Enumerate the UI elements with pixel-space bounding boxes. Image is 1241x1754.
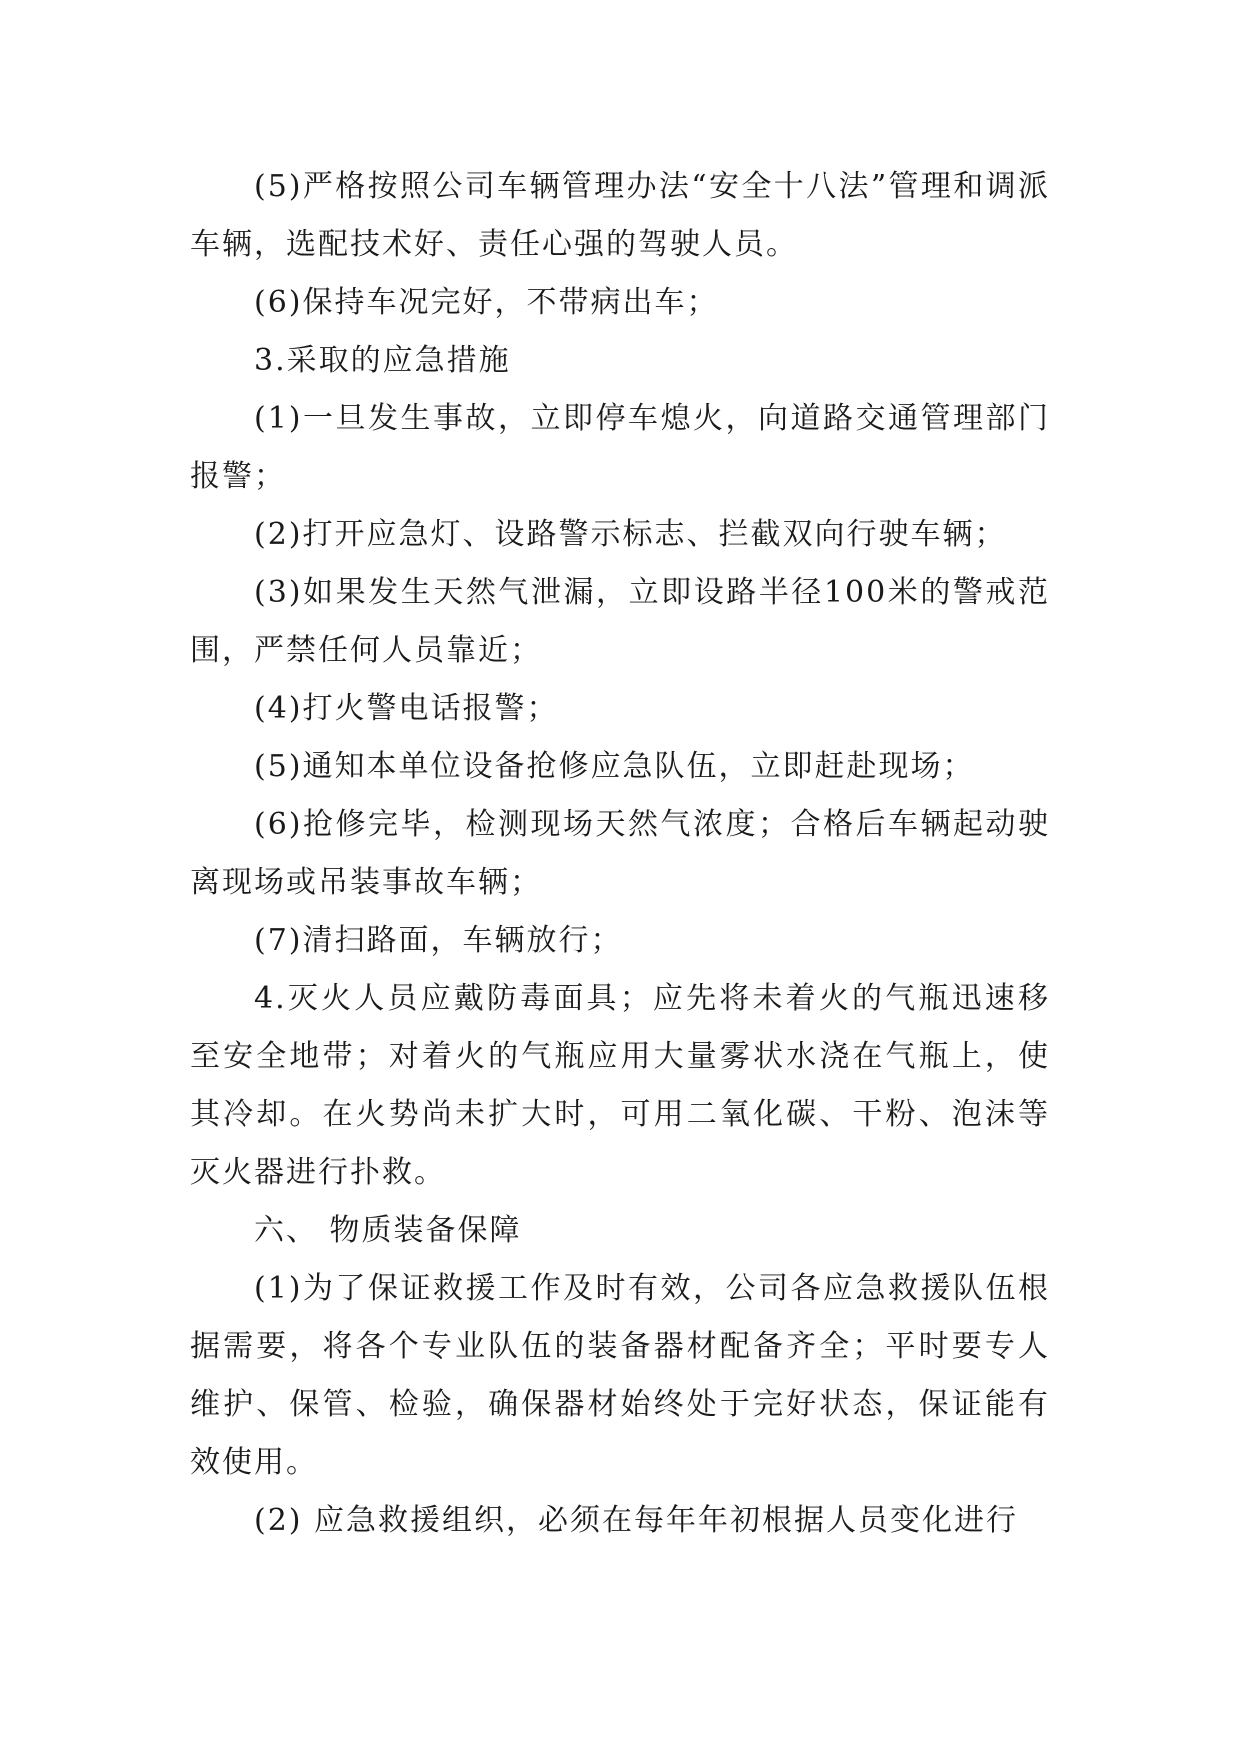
paragraph-warning-signs: (2)打开应急灯、设路警示标志、拦截双向行驶车辆； xyxy=(254,517,1007,552)
heading-emergency-measures: 3.采取的应急措施 xyxy=(254,343,511,378)
paragraph-stop-and-report: (1)一旦发生事故，立即停车熄火，向道路交通管理部门报警； xyxy=(190,401,1050,494)
paragraph-equipment-maintenance: (1)为了保证救援工作及时有效，公司各应急救援队伍根据需要，将各个专业队伍的装备器材配备齐全；平时要专人维护、保管、检验，确保器材始终处于完好状态，保证能有效使用。 xyxy=(190,1271,1050,1480)
paragraph-rescue-organization: (2) 应急救援组织，必须在每年年初根据人员变化进行 xyxy=(254,1503,1019,1538)
paragraph-gas-leak-perimeter: (3)如果发生天然气泄漏，立即设路半径100米的警戒范围，严禁任何人员靠近； xyxy=(190,575,1050,668)
paragraph-notify-repair-team: (5)通知本单位设备抢修应急队伍，立即赶赴现场； xyxy=(254,749,975,784)
paragraph-vehicle-condition: (6)保持车况完好，不带病出车； xyxy=(254,285,719,320)
document-body xyxy=(190,158,1050,1550)
paragraph-fire-alarm: (4)打火警电话报警； xyxy=(254,691,559,726)
paragraph-repair-complete: (6)抢修完毕，检测现场天然气浓度；合格后车辆起动驶离现场或吊装事故车辆； xyxy=(190,807,1050,900)
paragraph-vehicle-dispatch: (5)严格按照公司车辆管理办法“安全十八法”管理和调派车辆，选配技术好、责任心强的驾驶人员。 xyxy=(190,169,1050,262)
heading-material-equipment: 六、 物质装备保障 xyxy=(254,1213,522,1248)
paragraph-clear-road: (7)清扫路面，车辆放行； xyxy=(254,923,623,958)
paragraph-firefighting: 4.灭火人员应戴防毒面具；应先将未着火的气瓶迅速移至安全地带；对着火的气瓶应用大量雾状水浇在气瓶上，使其冷却。在火势尚未扩大时，可用二氧化碳、干粉、泡沫等灭火器进行扑救。 xyxy=(190,981,1050,1190)
